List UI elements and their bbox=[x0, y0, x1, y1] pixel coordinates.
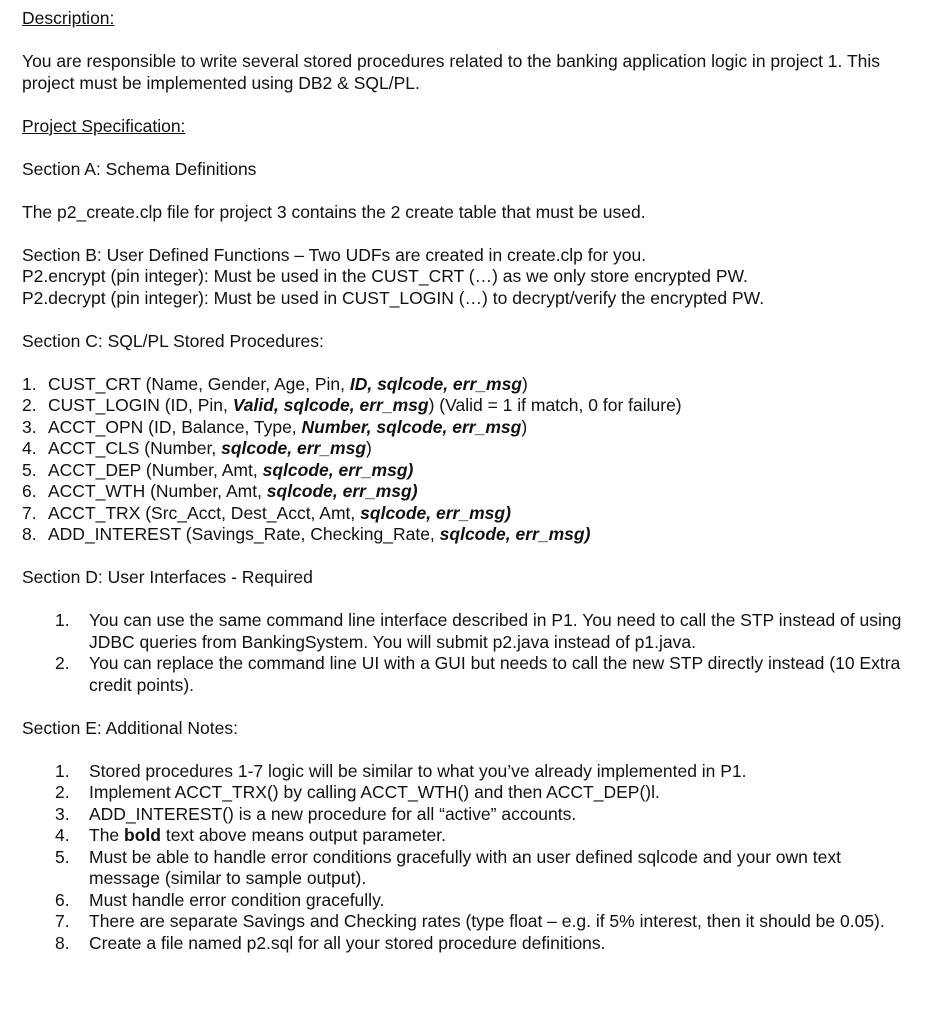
list-item: 2. Implement ACCT_TRX() by calling ACCT_WTH() and then ACCT_DEP()l. bbox=[55, 782, 660, 802]
section-b-decrypt: P2.decrypt (pin integer): Must be used in CUST_LOGIN (…) to decrypt/verify the encrypted PW. bbox=[22, 287, 765, 308]
section-d-title: Section D: User Interfaces - Required bbox=[22, 567, 313, 587]
list-item: 3. ACCT_OPN (ID, Balance, Type, Number, sqlcode, err_msg) bbox=[22, 416, 528, 437]
section-c-title: Section C: SQL/PL Stored Procedures: bbox=[22, 330, 324, 351]
document-page bbox=[22, 8, 912, 954]
section-e-title: Section E: Additional Notes: bbox=[22, 717, 238, 738]
list-item: 6. ACCT_WTH (Number, Amt, sqlcode, err_msg) bbox=[22, 481, 418, 501]
list-item: 4. ACCT_CLS (Number, sqlcode, err_msg) bbox=[22, 438, 372, 458]
section-b-encrypt: P2.encrypt (pin integer): Must be used in the CUST_CRT (…) as we only store encrypted PW. bbox=[22, 266, 748, 286]
list-item: 5. Must be able to handle error conditions gracefully with an user defined sqlcode and your own text message (similar to sample output). bbox=[55, 846, 841, 888]
list-item: 1. You can use the same command line interface described in P1. You need to call the STP instead of using JDBC queries from BankingSystem. You will submit p2.java instead of p1.java. bbox=[55, 610, 902, 652]
list-item: 5. ACCT_DEP (Number, Amt, sqlcode, err_msg) bbox=[22, 459, 414, 480]
list-item: 2. CUST_LOGIN (ID, Pin, Valid, sqlcode, err_msg) (Valid = 1 if match, 0 for failure) bbox=[22, 395, 682, 415]
list-item: 6. Must handle error condition gracefully. bbox=[55, 889, 385, 910]
description-text: You are responsible to write several stored procedures related to the banking application logic in project 1. This project must be implemented using DB2 & SQL/PL. bbox=[22, 51, 881, 93]
additional-notes-list bbox=[22, 761, 912, 955]
list-item: 3. ADD_INTEREST() is a new procedure for all “active” accounts. bbox=[55, 803, 577, 824]
section-a-title: Section A: Schema Definitions bbox=[22, 158, 257, 179]
spec-heading: Project Specification: bbox=[22, 115, 186, 136]
list-item: 2. You can replace the command line UI with a GUI but needs to call the new STP directly instead (10 Extra credit points). bbox=[55, 653, 901, 695]
list-item: 4. The bold text above means output parameter. bbox=[55, 825, 447, 845]
list-item: 7. ACCT_TRX (Src_Acct, Dest_Acct, Amt, sqlcode, err_msg) bbox=[22, 502, 511, 523]
list-item: 1. Stored procedures 1-7 logic will be similar to what you’ve already implemented in P1. bbox=[55, 760, 747, 781]
list-item: 8. ADD_INTEREST (Savings_Rate, Checking_Rate, sqlcode, err_msg) bbox=[22, 524, 591, 544]
list-item: 1. CUST_CRT (Name, Gender, Age, Pin, ID, sqlcode, err_msg) bbox=[22, 373, 528, 394]
description-heading: Description: bbox=[22, 8, 115, 28]
user-interface-list bbox=[22, 610, 912, 696]
list-item: 7. There are separate Savings and Checking rates (type float – e.g. if 5% interest, then it should be 0.05). bbox=[55, 911, 885, 931]
list-item: 8. Create a file named p2.sql for all your stored procedure definitions. bbox=[55, 932, 606, 953]
section-b-title: Section B: User Defined Functions – Two UDFs are created in create.clp for you. bbox=[22, 244, 647, 265]
stored-procedure-list bbox=[22, 374, 912, 546]
section-a-text: The p2_create.clp file for project 3 contains the 2 create table that must be used. bbox=[22, 201, 646, 222]
